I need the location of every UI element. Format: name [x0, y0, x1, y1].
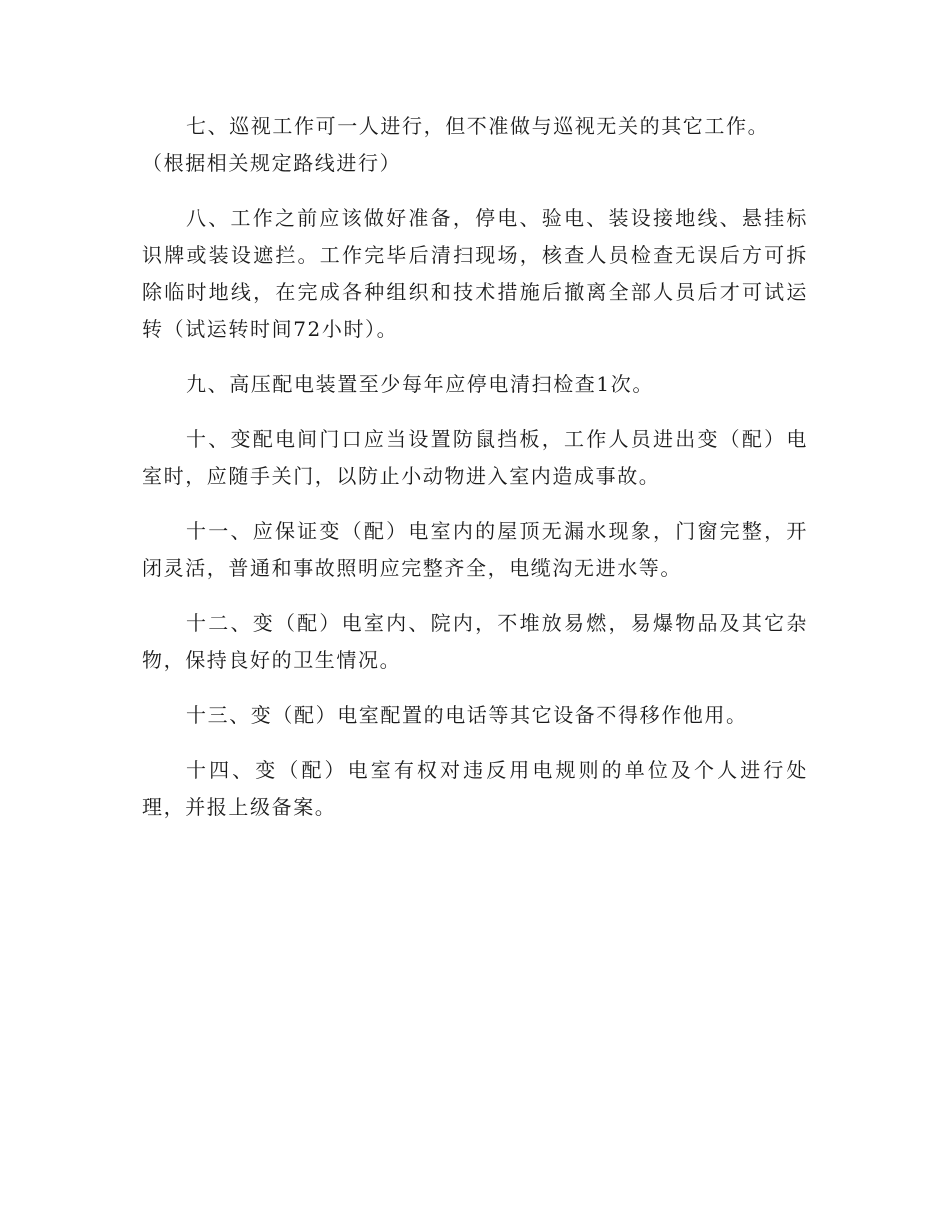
paragraph-13: 十三、变（配）电室配置的电话等其它设备不得移作他用。: [186, 703, 748, 727]
paragraph-9: 九、高压配电装置至少每年应停电清扫检查1次。: [186, 372, 654, 396]
paragraph-7-continuation: （根据相关规定路线进行）: [142, 151, 402, 175]
paragraph-10: 十、变配电间门口应当设置防鼠挡板，工作人员进出变（配）电室时，应随手关门，以防止小动物进入室内造成事故。: [142, 427, 808, 488]
paragraph-8: 八、工作之前应该做好准备，停电、验电、装设接地线、悬挂标识牌或装设遮拦。工作完毕后清扫现场，核查人员检查无误后方可拆除临时地线，在完成各种组织和技术措施后撤离全部人员后才可试运转（试运转时间72小时）。: [142, 206, 808, 341]
document-body: [142, 108, 808, 844]
paragraph-11: 十一、应保证变（配）电室内的屋顶无漏水现象，门窗完整，开闭灵活，普通和事故照明应完整齐全，电缆沟无进水等。: [142, 519, 808, 580]
paragraph-12: 十二、变（配）电室内、院内，不堆放易燃，易爆物品及其它杂物，保持良好的卫生情况。: [142, 611, 808, 672]
paragraph-14: 十四、变（配）电室有权对违反用电规则的单位及个人进行处理，并报上级备案。: [142, 758, 808, 819]
paragraph-7: [142, 108, 808, 182]
paragraph-7-text: 七、巡视工作可一人进行，但不准做与巡视无关的其它工作。: [186, 114, 770, 138]
